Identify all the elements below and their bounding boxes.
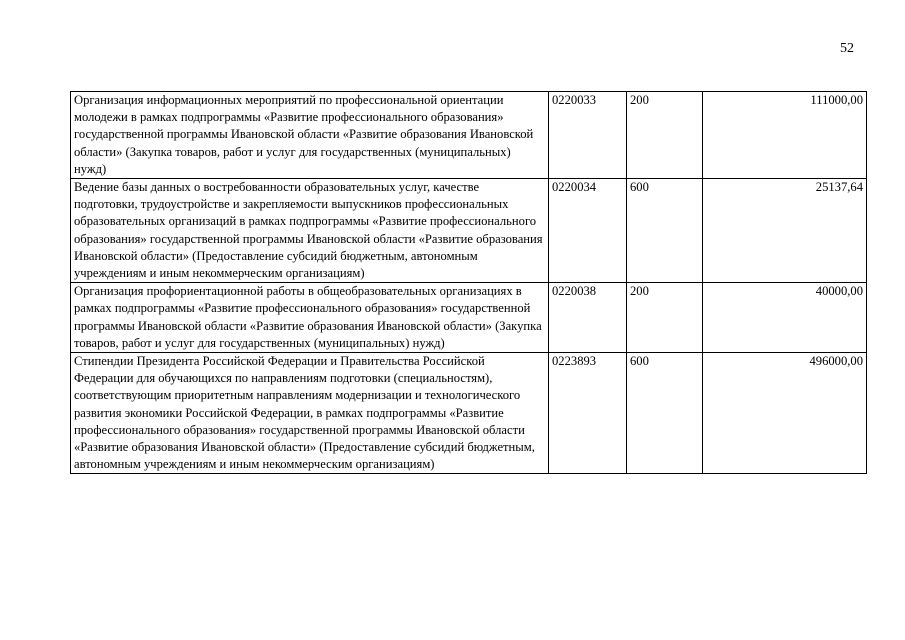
row-code-cell: 0223893 bbox=[549, 353, 627, 474]
budget-table bbox=[70, 91, 867, 474]
table-row bbox=[71, 353, 867, 474]
row-name-cell: Организация информационных мероприятий по профессиональной ориентации молодежи в рамках подпрограммы «Развитие профессионального образования» государственной программы Ивановской области «Развитие образования Ивановской области» (Закупка товаров, работ и услуг для государственных (муниципальных) нужд) bbox=[71, 92, 549, 179]
row-type-cell: 200 bbox=[627, 283, 703, 353]
row-sum-cell: 496000,00 bbox=[703, 353, 867, 474]
row-sum-cell: 40000,00 bbox=[703, 283, 867, 353]
row-name-cell: Ведение базы данных о востребованности образовательных услуг, качестве подготовки, трудоустройстве и закрепляемости выпускников профессиональных образовательных организаций в рамках подпрограммы «Развитие профессионального образования» государственной программы Ивановской области «Развитие образования Ивановской области» (Предоставление субсидий бюджетным, автономным учреждениям и иным некоммерческим организациям) bbox=[71, 179, 549, 283]
row-name-cell: Стипендии Президента Российской Федерации и Правительства Российской Федерации для обучающихся по направлениям подготовки (специальностям), соответствующим приоритетным направлениям модернизации и технологического развития экономики Российской Федерации, в рамках подпрограммы «Развитие профессионального образования» государственной программы Ивановской области «Развитие образования Ивановской области» (Предоставление субсидий бюджетным, автономным учреждениям и иным некоммерческим организациям) bbox=[71, 353, 549, 474]
row-sum-cell: 25137,64 bbox=[703, 179, 867, 283]
row-code-cell: 0220034 bbox=[549, 179, 627, 283]
row-type-cell: 600 bbox=[627, 179, 703, 283]
row-type-cell: 200 bbox=[627, 92, 703, 179]
row-sum-cell: 111000,00 bbox=[703, 92, 867, 179]
row-code-cell: 0220033 bbox=[549, 92, 627, 179]
row-name-cell: Организация профориентационной работы в общеобразовательных организациях в рамках подпрограммы «Развитие профессионального образования» государственной программы Ивановской области «Развитие образования Ивановской области» (Закупка товаров, работ и услуг для государственных (муниципальных) нужд) bbox=[71, 283, 549, 353]
table-row bbox=[71, 92, 867, 179]
table-row bbox=[71, 179, 867, 283]
page-number: 52 bbox=[840, 41, 854, 56]
table-row bbox=[71, 283, 867, 353]
row-type-cell: 600 bbox=[627, 353, 703, 474]
row-code-cell: 0220038 bbox=[549, 283, 627, 353]
